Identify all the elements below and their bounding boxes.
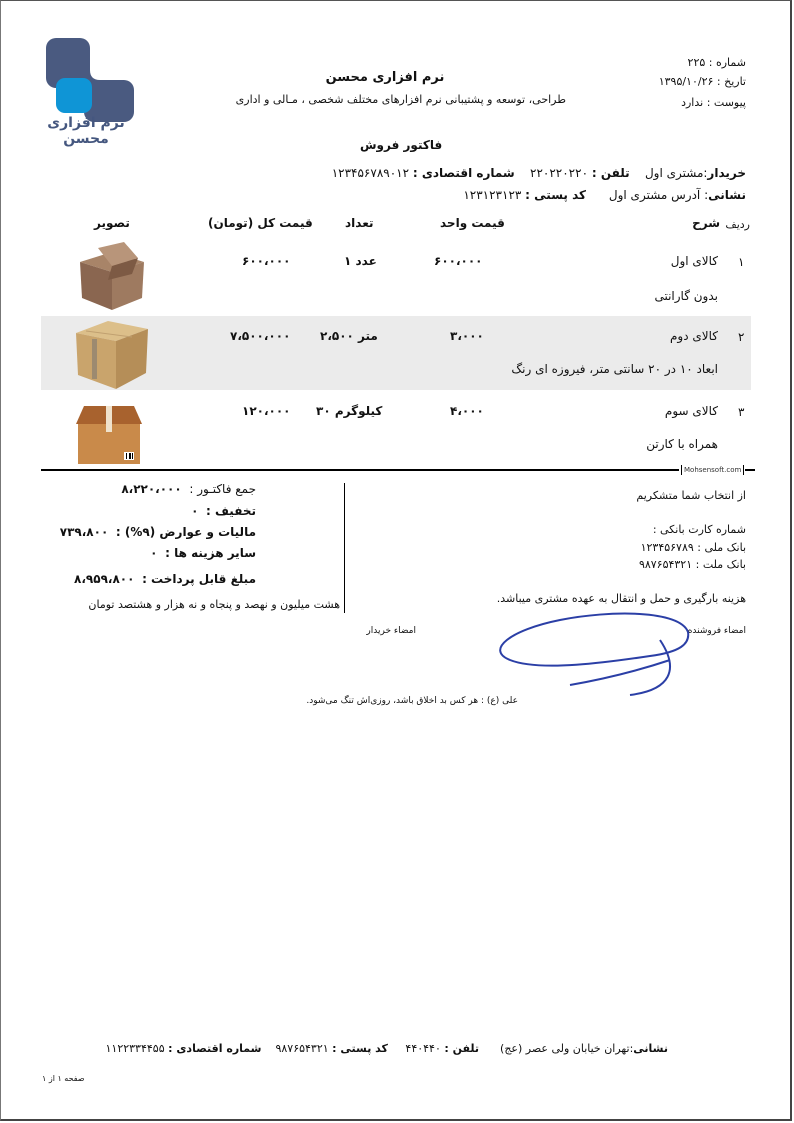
invoice-title: فاکتور فروش bbox=[360, 138, 443, 152]
website-link[interactable]: Mohsensoft.com bbox=[681, 465, 744, 475]
company-name: نرم افزاری محسن bbox=[325, 70, 445, 85]
bank-account-2: بانک ملت : ۹۸۷۶۵۴۳۲۱ bbox=[638, 558, 746, 571]
row-number: ۳ bbox=[738, 405, 745, 419]
row-number: ۲ bbox=[738, 330, 745, 344]
item-note: ابعاد ۱۰ در ۲۰ سانتی متر، فیروزه ای رنگ bbox=[511, 362, 718, 376]
unit-price: ۳،۰۰۰ bbox=[450, 329, 484, 343]
payable-row: مبلغ قابل پرداخت : ۸،۹۵۹،۸۰۰ bbox=[74, 572, 256, 586]
signature-scribble-icon bbox=[490, 600, 700, 700]
buyer-signature-label: امضاء خریدار bbox=[366, 626, 416, 636]
section-divider-right bbox=[745, 469, 755, 471]
sum-row: جمع فاکتـور : ۸،۲۲۰،۰۰۰ bbox=[121, 482, 256, 496]
invoice-date: تاریخ : ۱۳۹۵/۱۰/۲۶ bbox=[658, 75, 746, 88]
item-note: بدون گارانتی bbox=[654, 289, 718, 303]
shipping-note: هزینه بارگیری و حمل و انتقال به عهده مشتری میباشد. bbox=[496, 592, 746, 605]
total-price: ۷،۵۰۰،۰۰۰ bbox=[230, 329, 291, 343]
item-name: کالای دوم bbox=[670, 329, 718, 343]
section-divider bbox=[41, 469, 679, 471]
buyer-address-line: نشانی: آدرس مشتری اول کد پستی : ۱۲۳۱۲۳۱۲۳ bbox=[463, 188, 746, 202]
quantity: ۲،۵۰۰ متر bbox=[320, 329, 378, 343]
unit-price: ۴،۰۰۰ bbox=[450, 404, 484, 418]
company-tagline: طراحی، توسعه و پشتیبانی نرم افزارهای مختلف شخصی ، مـالی و اداری bbox=[235, 93, 566, 106]
footer-info: نشانی:تهران خیابان ولی عصر (عج) تلفن : ۴۴۰۴۴۰ کد پستی : ۹۸۷۶۵۴۳۲۱ شماره اقتصادی : ۱۱۲۲۳۳۴۴۵۵ bbox=[105, 1042, 668, 1055]
other-costs-row: سایر هزینه ها : ۰ bbox=[150, 546, 256, 560]
total-price: ۶۰۰،۰۰۰ bbox=[242, 254, 291, 268]
header-total: قیمت کل (تومان) bbox=[208, 216, 313, 230]
taped-box-icon bbox=[76, 404, 142, 466]
header-row-num: ردیف bbox=[725, 218, 750, 231]
item-name: کالای اول bbox=[670, 254, 718, 268]
buyer-label: خریدار bbox=[707, 166, 746, 180]
bank-card-title: شماره کارت بانکی : bbox=[652, 523, 746, 536]
tax-row: مالیات و عوارض (۹%) : ۷۳۹،۸۰۰ bbox=[59, 525, 256, 539]
header-description: شرح bbox=[692, 216, 720, 230]
unit-price: ۶۰۰،۰۰۰ bbox=[434, 254, 483, 268]
buyer-info-line: خریدار:مشتری اول تلفن : ۲۲۰۲۲۰۲۲۰ شماره اقتصادی : ۱۲۳۴۵۶۷۸۹۰۱۲ bbox=[331, 166, 746, 180]
discount-row: تخفیف : ۰ bbox=[191, 504, 256, 518]
page-number: صفحه ۱ از ۱ bbox=[42, 1074, 85, 1083]
amount-in-words: هشت میلیون و نهصد و پنجاه و نه هزار و هشتصد تومان bbox=[88, 598, 340, 611]
quote-text: علی (ع) : هر کس بد اخلاق باشد، روزی‌اش تنگ می‌شود. bbox=[306, 696, 518, 706]
header-unit-price: قیمت واحد bbox=[440, 216, 505, 230]
totals-separator bbox=[344, 483, 345, 613]
bank-account-1: بانک ملی : ۱۲۳۴۵۶۷۸۹ bbox=[640, 541, 746, 554]
thanks-note: از انتخاب شما متشکریم bbox=[636, 489, 746, 502]
item-name: کالای سوم bbox=[664, 404, 718, 418]
open-box-icon bbox=[72, 240, 152, 312]
invoice-attachment: پیوست : ندارد bbox=[681, 96, 746, 109]
item-note: همراه با کارتن bbox=[646, 437, 718, 451]
quantity: ۳۰ کیلوگرم bbox=[316, 404, 383, 418]
total-price: ۱۲۰،۰۰۰ bbox=[242, 404, 291, 418]
seller-signature-label: امضاء فروشنده bbox=[687, 626, 746, 636]
zipper-box-icon bbox=[72, 317, 152, 389]
header-quantity: تعداد bbox=[345, 216, 374, 230]
quantity: ۱ عدد bbox=[344, 254, 377, 268]
header-image: تصویر bbox=[94, 216, 130, 230]
logo-text: نرم افزاری محسن bbox=[47, 115, 125, 147]
row-number: ۱ bbox=[738, 255, 745, 269]
invoice-number: شماره : ۲۲۵ bbox=[687, 56, 746, 69]
